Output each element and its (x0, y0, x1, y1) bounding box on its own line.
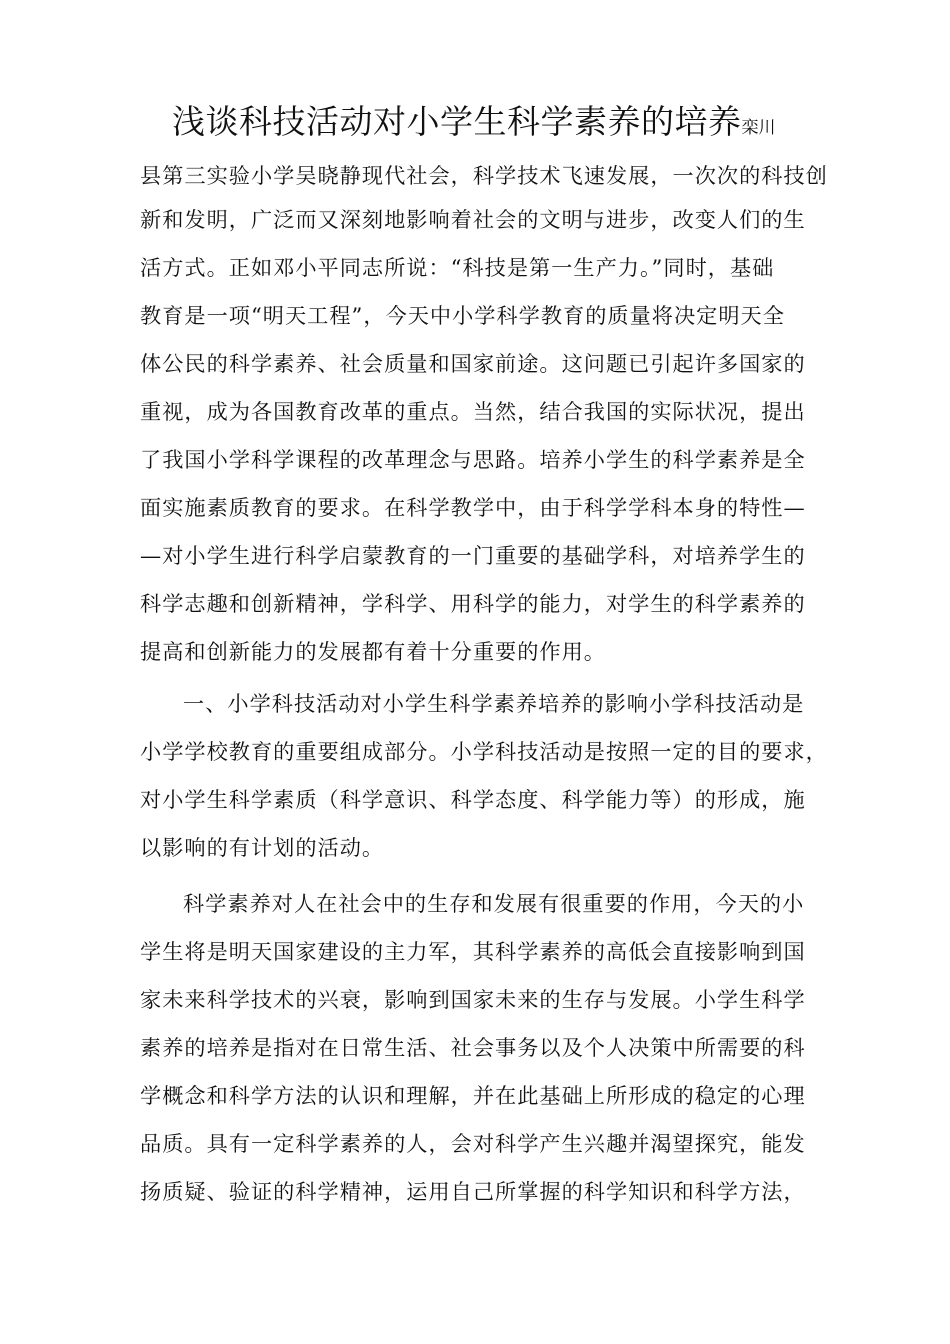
title-tail-text: 栾川 (741, 118, 776, 138)
text-line: 教育是一项“明天工程”，今天中小学科学教育的质量将决定明天全 (140, 303, 785, 328)
text-line: —对小学生进行科学启蒙教育的一门重要的基础学科，对培养学生的 (140, 543, 806, 568)
text-line: 品质。具有一定科学素养的人，会对科学产生兴趣并渴望探究，能发 (140, 1131, 806, 1156)
text-line: 体公民的科学素养、社会质量和国家前途。这问题已引起许多国家的 (140, 351, 806, 376)
text-line: 一、小学科技活动对小学生科学素养培养的影响小学科技活动是 (183, 691, 805, 716)
text-line: 以影响的有计划的活动。 (140, 835, 385, 860)
text-line: 了我国小学科学课程的改革理念与思路。培养小学生的科学素养是全 (140, 447, 806, 472)
text-line: 学概念和科学方法的认识和理解，并在此基础上所形成的稳定的心理 (140, 1083, 806, 1108)
text-line: 科学素养对人在社会中的生存和发展有很重要的作用，今天的小 (183, 891, 805, 916)
document-title (140, 96, 820, 143)
text-line: 提高和创新能力的发展都有着十分重要的作用。 (140, 639, 606, 664)
text-line: 学生将是明天国家建设的主力军，其科学素养的高低会直接影响到国 (140, 939, 806, 964)
text-line: 面实施素质教育的要求。在科学教学中，由于科学学科本身的特性— (140, 495, 806, 520)
text-line: 家未来科学技术的兴衰，影响到国家未来的生存与发展。小学生科学 (140, 987, 806, 1012)
text-line: 扬质疑、验证的科学精神，运用自己所掌握的科学知识和科学方法， (140, 1179, 806, 1204)
text-line: 科学志趣和创新精神，学科学、用科学的能力，对学生的科学素养的 (140, 591, 806, 616)
title-main-text: 浅谈科技活动对小学生科学素养的培养 (172, 102, 742, 141)
text-line: 新和发明，广泛而又深刻地影响着社会的文明与进步，改变人们的生 (140, 207, 806, 232)
text-line: 重视，成为各国教育改革的重点。当然，结合我国的实际状况，提出 (140, 399, 806, 424)
text-line: 活方式。正如邓小平同志所说：“科技是第一生产力。”同时，基础 (140, 255, 775, 280)
text-line: 对小学生科学素质（科学意识、科学态度、科学能力等）的形成，施 (140, 787, 806, 812)
text-line: 县第三实验小学吴晓静现代社会，科学技术飞速发展，一次次的科技创 (140, 163, 828, 188)
text-line: 素养的培养是指对在日常生活、社会事务以及个人决策中所需要的科 (140, 1035, 806, 1060)
text-line: 小学学校教育的重要组成部分。小学科技活动是按照一定的目的要求， (140, 739, 828, 764)
